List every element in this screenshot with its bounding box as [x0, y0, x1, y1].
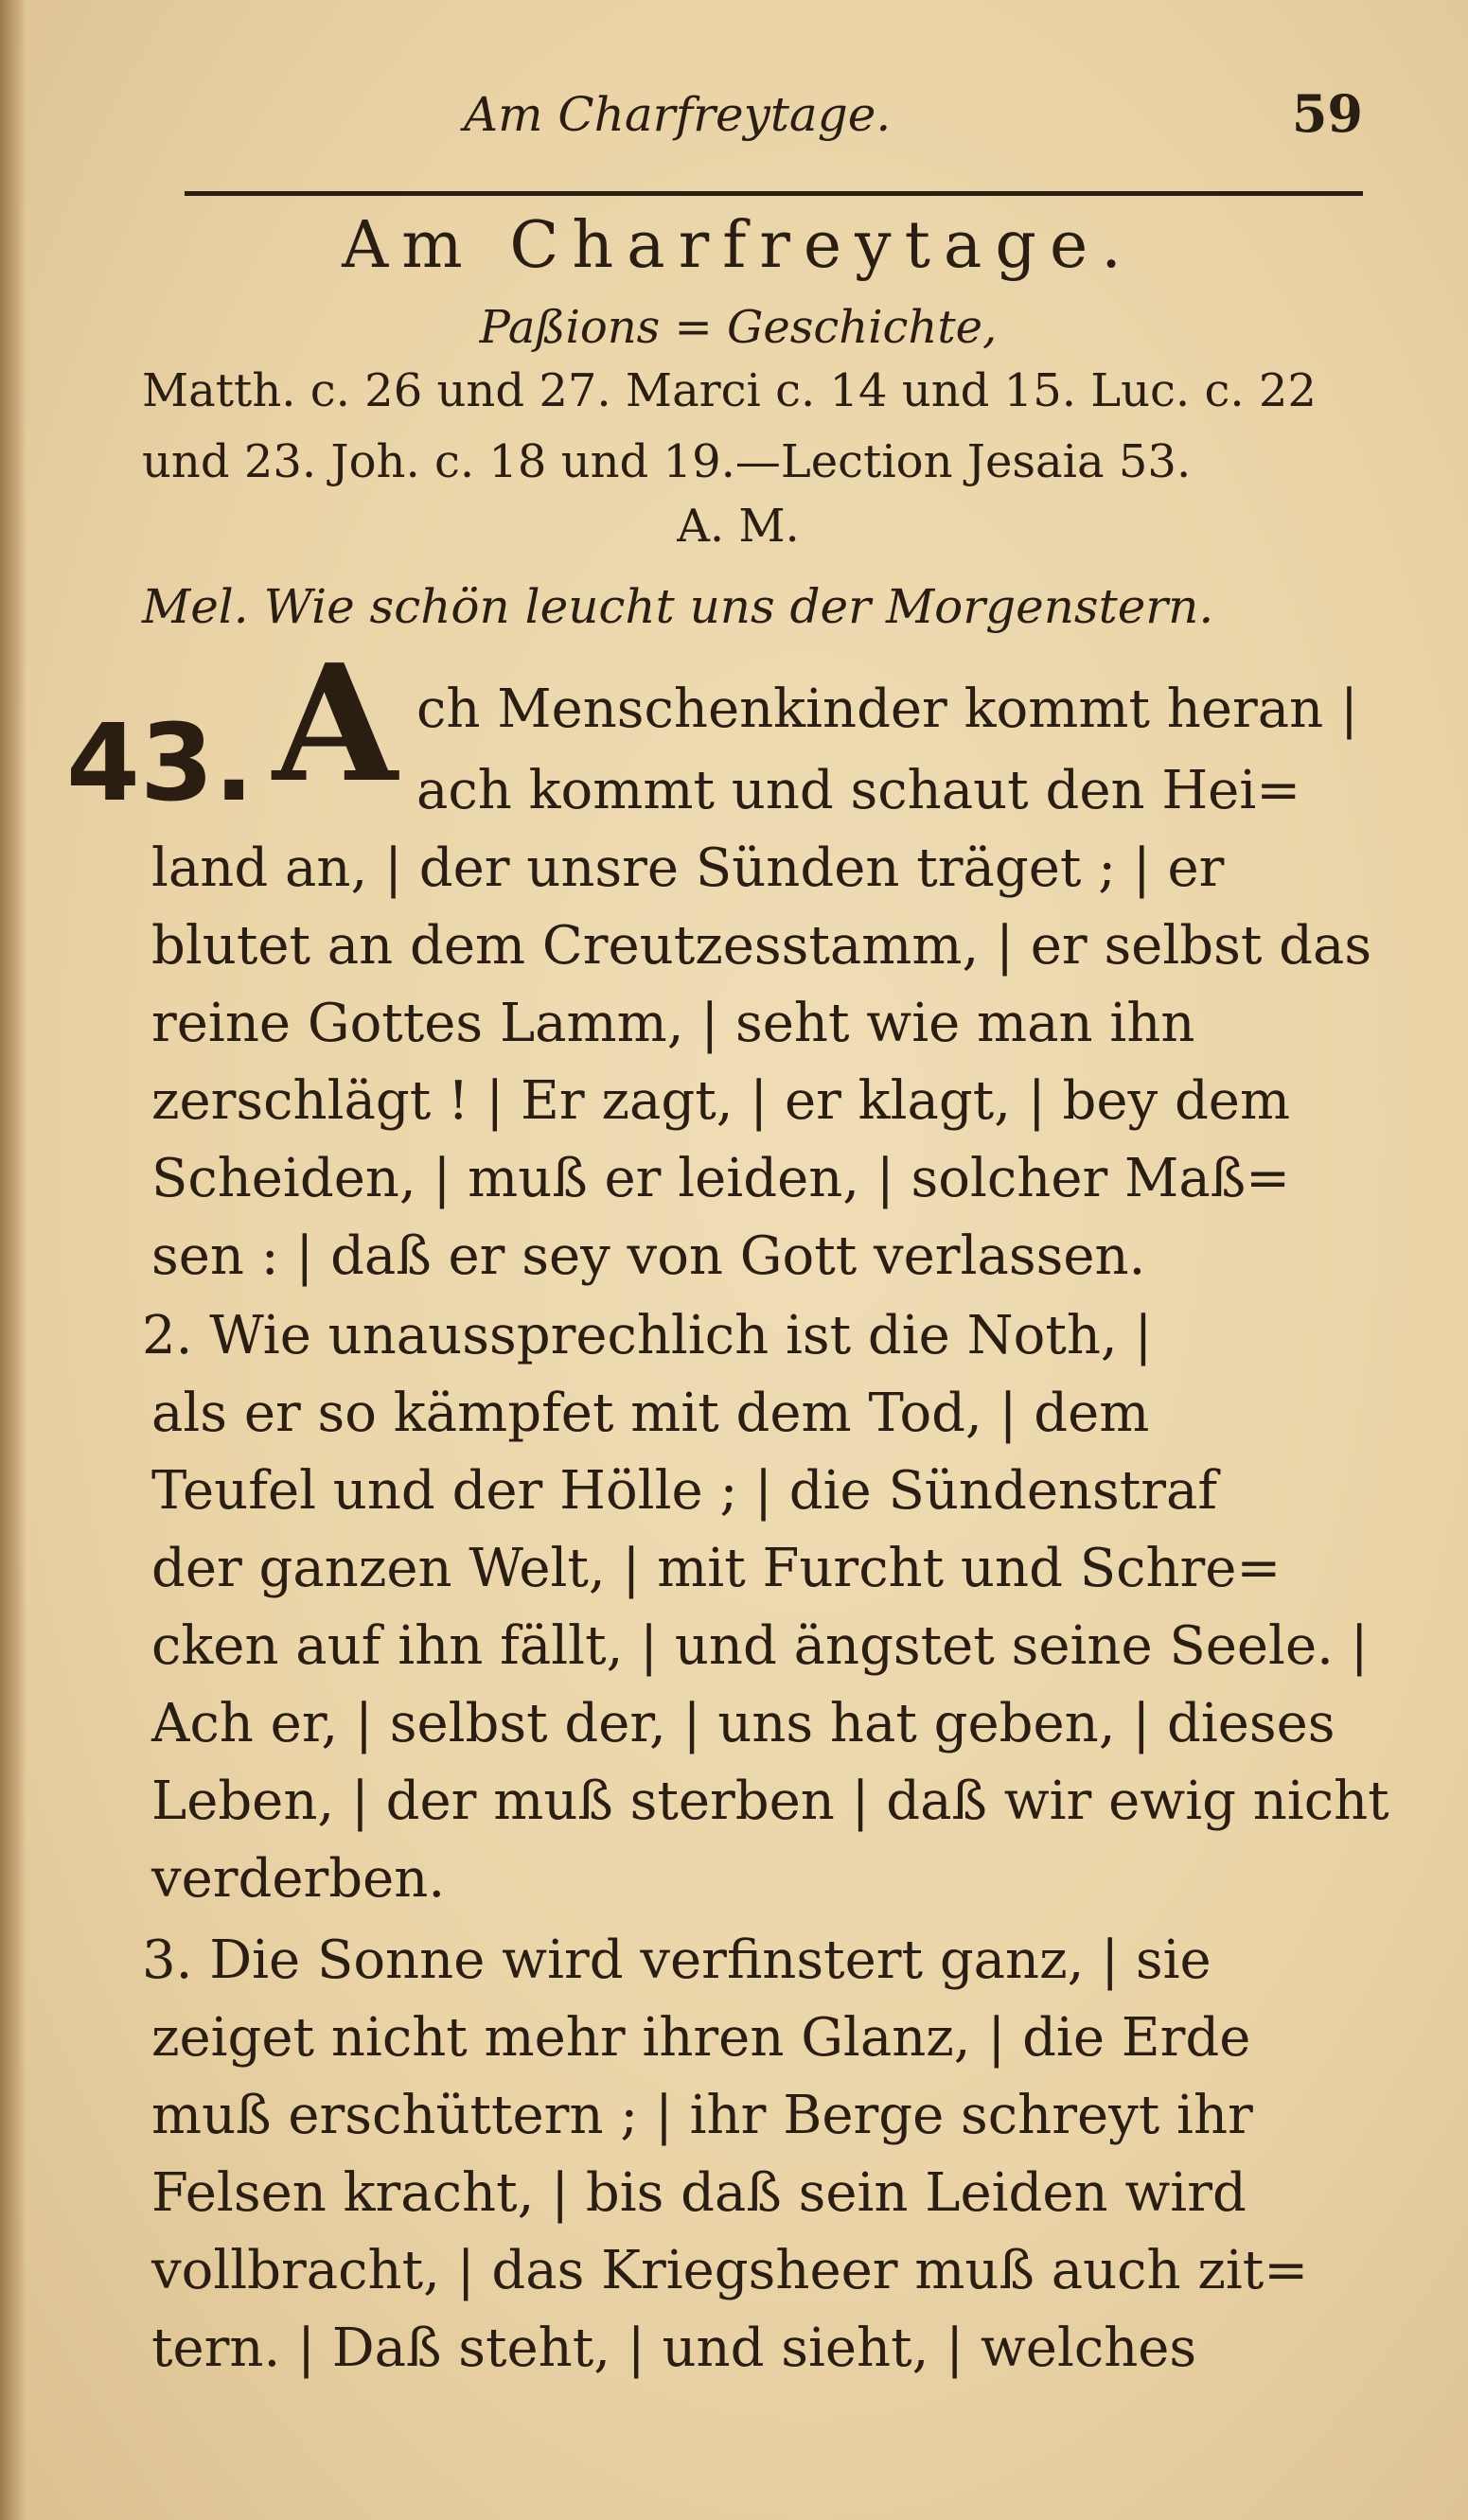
page-gutter-shadow [0, 0, 27, 2520]
running-head [180, 83, 1363, 153]
scripture-reference: Matth. c. 26 und 27. Marci c. 14 und 15. Luc. c. 22 [142, 364, 1317, 417]
hymn-number: 43. [66, 702, 255, 825]
hymn-line: land an, | der unsre Sünden träget ; | er [151, 837, 1225, 899]
hymn-line: sen : | daß er sey von Gott verlassen. [151, 1225, 1146, 1287]
hymn-line: reine Gottes Lamm, | seht wie man ihn [151, 993, 1195, 1054]
hymn-line: ach kommt und schaut den Hei= [416, 760, 1301, 821]
hymn-line: Leben, | der muß sterben | daß wir ewig nicht [151, 1771, 1389, 1832]
drop-cap: A [273, 629, 398, 819]
header-rule [185, 191, 1363, 196]
hymn-line: vollbracht, | das Kriegsheer muß auch zit= [151, 2240, 1309, 2301]
hymn-line: tern. | Daß steht, | und sieht, | welches [151, 2317, 1197, 2379]
hymn-line: muß erschüttern ; | ihr Berge schreyt ihr [151, 2085, 1253, 2146]
running-head-title: Am Charfreytage. [464, 87, 892, 142]
hymn-line: zeiget nicht mehr ihren Glanz, | die Erde [151, 2007, 1251, 2069]
hymn-line: 2. Wie unaussprechlich ist die Noth, | [142, 1305, 1153, 1366]
page-number: 59 [1291, 83, 1363, 144]
hymn-line: cken auf ihn fällt, | und ängstet seine Seele. | [151, 1615, 1369, 1677]
hymn-line: verderben. [151, 1848, 446, 1910]
section-subheading: Paßions = Geschichte, [479, 301, 998, 354]
hymn-line: Ach er, | selbst der, | uns hat geben, | dieses [151, 1693, 1335, 1754]
hymn-line: zerschlägt ! | Er zagt, | er klagt, | bey dem [151, 1070, 1291, 1132]
melody-line: Mel. Wie schön leucht uns der Morgenstern. [142, 579, 1214, 634]
hymn-line: blutet an dem Creutzesstamm, | er selbst das [151, 915, 1372, 977]
hymn-line: Teufel und der Hölle ; | die Sündenstraf [151, 1460, 1218, 1522]
hymn-line: 3. Die Sonne wird verfinstert ganz, | sie [142, 1930, 1212, 1991]
scripture-reference: und 23. Joh. c. 18 und 19.—Lection Jesaia 53. [142, 435, 1192, 488]
section-heading: Am Charfreytage. [342, 208, 1135, 283]
hymn-line: Felsen kracht, | bis daß sein Leiden wird [151, 2162, 1247, 2224]
hymn-line: Scheiden, | muß er leiden, | solcher Maß= [151, 1148, 1291, 1209]
hymn-line: ch Menschenkinder kommt heran | [416, 678, 1358, 740]
hymn-line: der ganzen Welt, | mit Furcht und Schre= [151, 1538, 1282, 1599]
scripture-reference: A. M. [677, 500, 800, 553]
hymn-line: als er so kämpfet mit dem Tod, | dem [151, 1383, 1150, 1444]
